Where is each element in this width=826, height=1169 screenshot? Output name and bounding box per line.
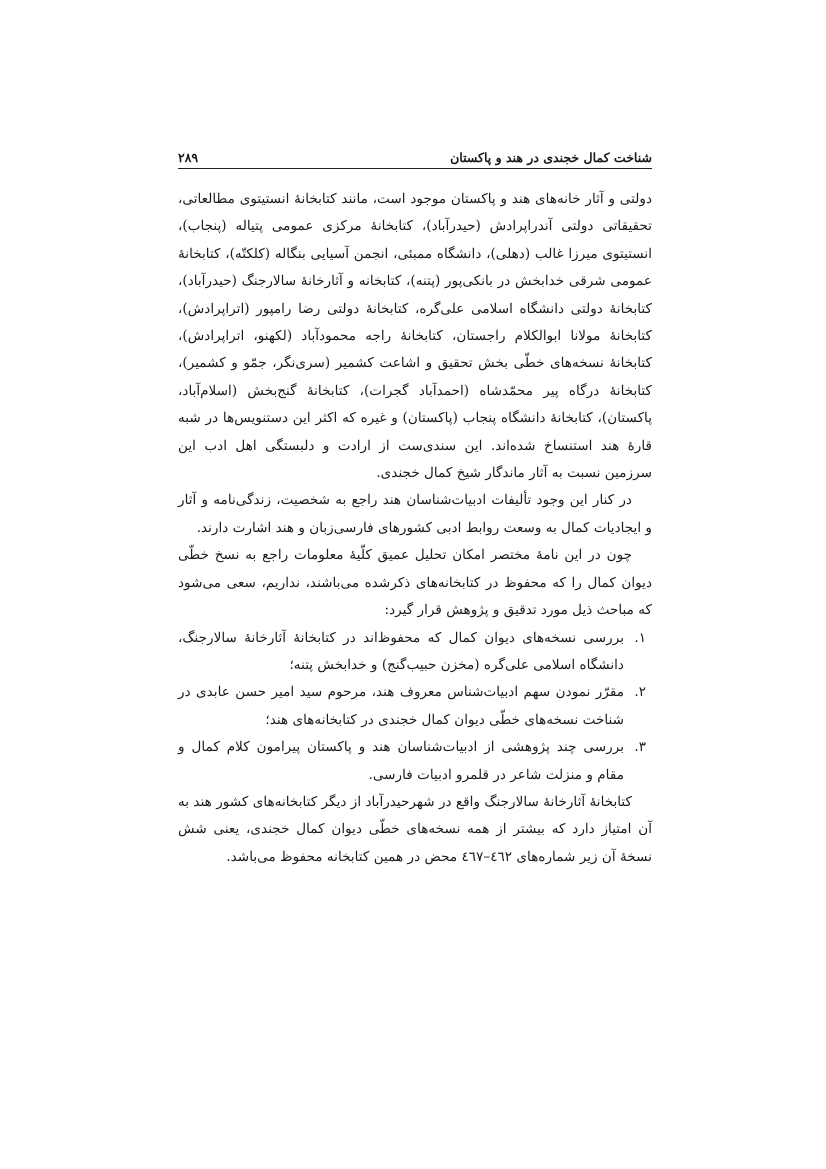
list-item [178,625,652,680]
list-item [178,734,652,789]
page-number: ۲۸۹ [178,150,199,165]
list-item-number: ۱. [634,629,646,646]
paragraph-scope: چون در این نامۀ مختصر امکان تحلیل عمیق کلّیۀ معلومات راجع به نسخ خطّی دیوان کمال را که محفوظ در کتابخانه‌های ذکرشده می‌باشند، نداریم، سعی می‌شود که مباحث ذیل مورد تدقیق و پژوهش قرار گیرد: [178,547,652,619]
list-item-text: بررسی چند پژوهشی از ادبیات‌شناسان هند و پاکستان پیرامون کلام کمال و مقام و منزلت شاعر در قلمرو ادبیات فارسی. [178,739,624,783]
list-item [178,679,652,734]
paragraph-literary-scholars: در کنار این وجود تألیفات ادبیات‌شناسان هند راجع به شخصیت، زندگی‌نامه و آثار و ایجادیات کمال به وسعت روابط ادبی کشورهای فارسی‌زبان و هند اشارت دارند. [178,492,652,536]
header-rule [178,168,652,169]
body-text [178,186,652,871]
list-item-number: ۲. [634,684,646,701]
paragraph-libraries: دولتی و آثار خانه‌های هند و پاکستان موجود است، مانند کتابخانۀ انستیتوی مطالعاتی، تحقیقاتی دولتی آندراپرادش (حیدرآباد)، کتابخانۀ مرکزی عمومی پتیاله (پنجاب)، انستیتوی میرزا غالب (دهلی)، دانشگاه ممبئی، انجمن آسیایی بنگاله (کلکتّه)، کتابخانۀ عمومی شرقی خدابخش در بانکی‌پور (پتنه)، کتابخانه و آثارخانۀ سالارجنگ (حیدرآباد)، کتابخانۀ دولتی دانشگاه اسلامی علی‌گره، کتابخانۀ دولتی رضا رامپور (اتراپرادش)، کتابخانۀ مولانا ابوالکلام راجستان، کتابخانۀ راجه محمودآباد (لکهنو، اتراپرادش)، کتابخانۀ نسخه‌های خطّی بخش تحقیق و اشاعت کشمیر (سری‌نگر، جمّو و کشمیر)، کتابخانۀ درگاه پیر محمّدشاه (احمدآباد گجرات)، کتابخانۀ گنج‌بخش (اسلام‌آباد، پاکستان)، کتابخانۀ دانشگاه پنجاب (پاکستان) و غیره که اکثر این دستنویس‌ها در شبه قارۀ هند استنساخ شده‌اند. این سندی‌ست از ارادت و دلبستگی اهل ادب این سرزمین نسبت به آثار ماندگار شیخ کمال خجندی. [178,191,652,482]
topics-list [178,625,652,789]
list-item-text: مقرّر نمودن سهم ادبیات‌شناس معروف هند، مرحوم سید امیر حسن عابدی در شناخت نسخه‌های خطّی دیوان کمال خجندی در کتابخانه‌های هند؛ [178,684,624,728]
paragraph-salar-jung: کتابخانۀ آثارخانۀ سالارجنگ واقع در شهرحیدرآباد از دیگر کتابخانه‌های کشور هند به آن امتیاز دارد که بیشتر از همه نسخه‌های خطّی دیوان کمال خجندی، یعنی شش نسخۀ آن زیر شماره‌های ٤٦٢–٤٦٧ محض در همین کتابخانه محفوظ می‌باشد. [178,793,652,865]
running-header [178,143,652,165]
list-item-text: بررسی نسخه‌های دیوان کمال که محفوظ‌اند در کتابخانۀ آثارخانۀ سالارجنگ، دانشگاه اسلامی علی‌گره (مخزن حبیب‌گنج) و خدابخش پتنه؛ [178,629,624,673]
running-title: شناخت کمال خجندی در هند و پاکستان [450,150,652,165]
list-item-number: ۳. [634,739,646,756]
